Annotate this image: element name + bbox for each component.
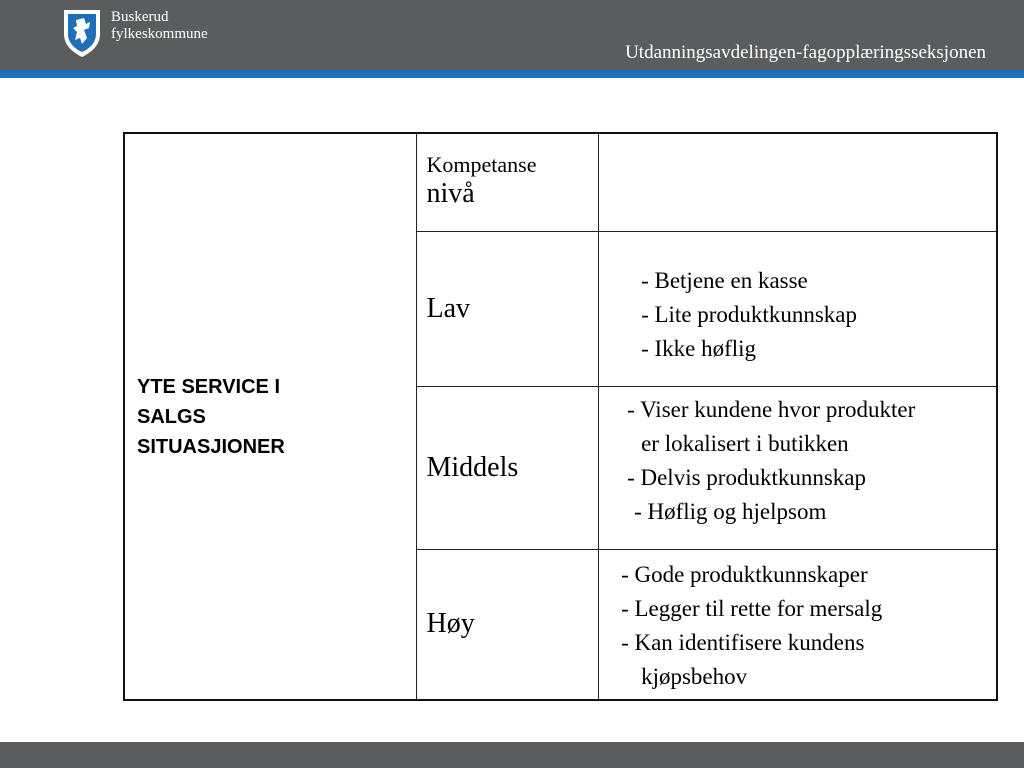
description-line: - Høflig og hjelpsom (634, 498, 827, 524)
category-line: YTE SERVICE I (137, 375, 281, 398)
description-cell (599, 231, 997, 386)
description-line: - Delvis produktkunnskap (627, 464, 866, 490)
description-header-cell (599, 133, 997, 231)
footer-bar (0, 742, 1024, 768)
org-name-line2: fylkeskommune (111, 26, 208, 42)
description-line: - Viser kundene hvor produkter (627, 396, 916, 422)
description-line: er lokalisert i butikken (641, 430, 849, 456)
category-line: SITUASJIONER (137, 435, 285, 458)
level-header-line1: Kompetanse (426, 152, 537, 177)
description-cell (599, 549, 997, 700)
description-line: - Betjene en kasse (641, 267, 808, 293)
competence-table (123, 132, 998, 701)
department-title: Utdanningsavdelingen-fagopplæringsseksjonen (625, 42, 986, 63)
level-cell: Høy (416, 549, 599, 700)
header-stripe (0, 70, 1024, 78)
level-cell: Lav (416, 231, 599, 386)
level-header-line2: nivå (426, 178, 475, 209)
level-header-cell (416, 133, 599, 231)
table-header-row (124, 133, 997, 231)
description-line: - Legger til rette for mersalg (621, 595, 883, 621)
description-line: - Kan identifisere kundens (621, 629, 865, 655)
coat-of-arms-icon (62, 8, 102, 58)
header-bar (0, 0, 1024, 70)
category-line: SALGS (137, 405, 206, 428)
org-name-line1: Buskerud (111, 9, 169, 25)
description-line: - Gode produktkunnskaper (621, 561, 868, 587)
description-line: - Ikke høflig (641, 335, 757, 361)
org-name (111, 9, 208, 43)
level-cell: Middels (416, 386, 599, 549)
description-cell (599, 386, 997, 549)
description-line: - Lite produktkunnskap (641, 301, 857, 327)
description-line: kjøpsbehov (641, 663, 748, 689)
category-cell (124, 133, 416, 700)
